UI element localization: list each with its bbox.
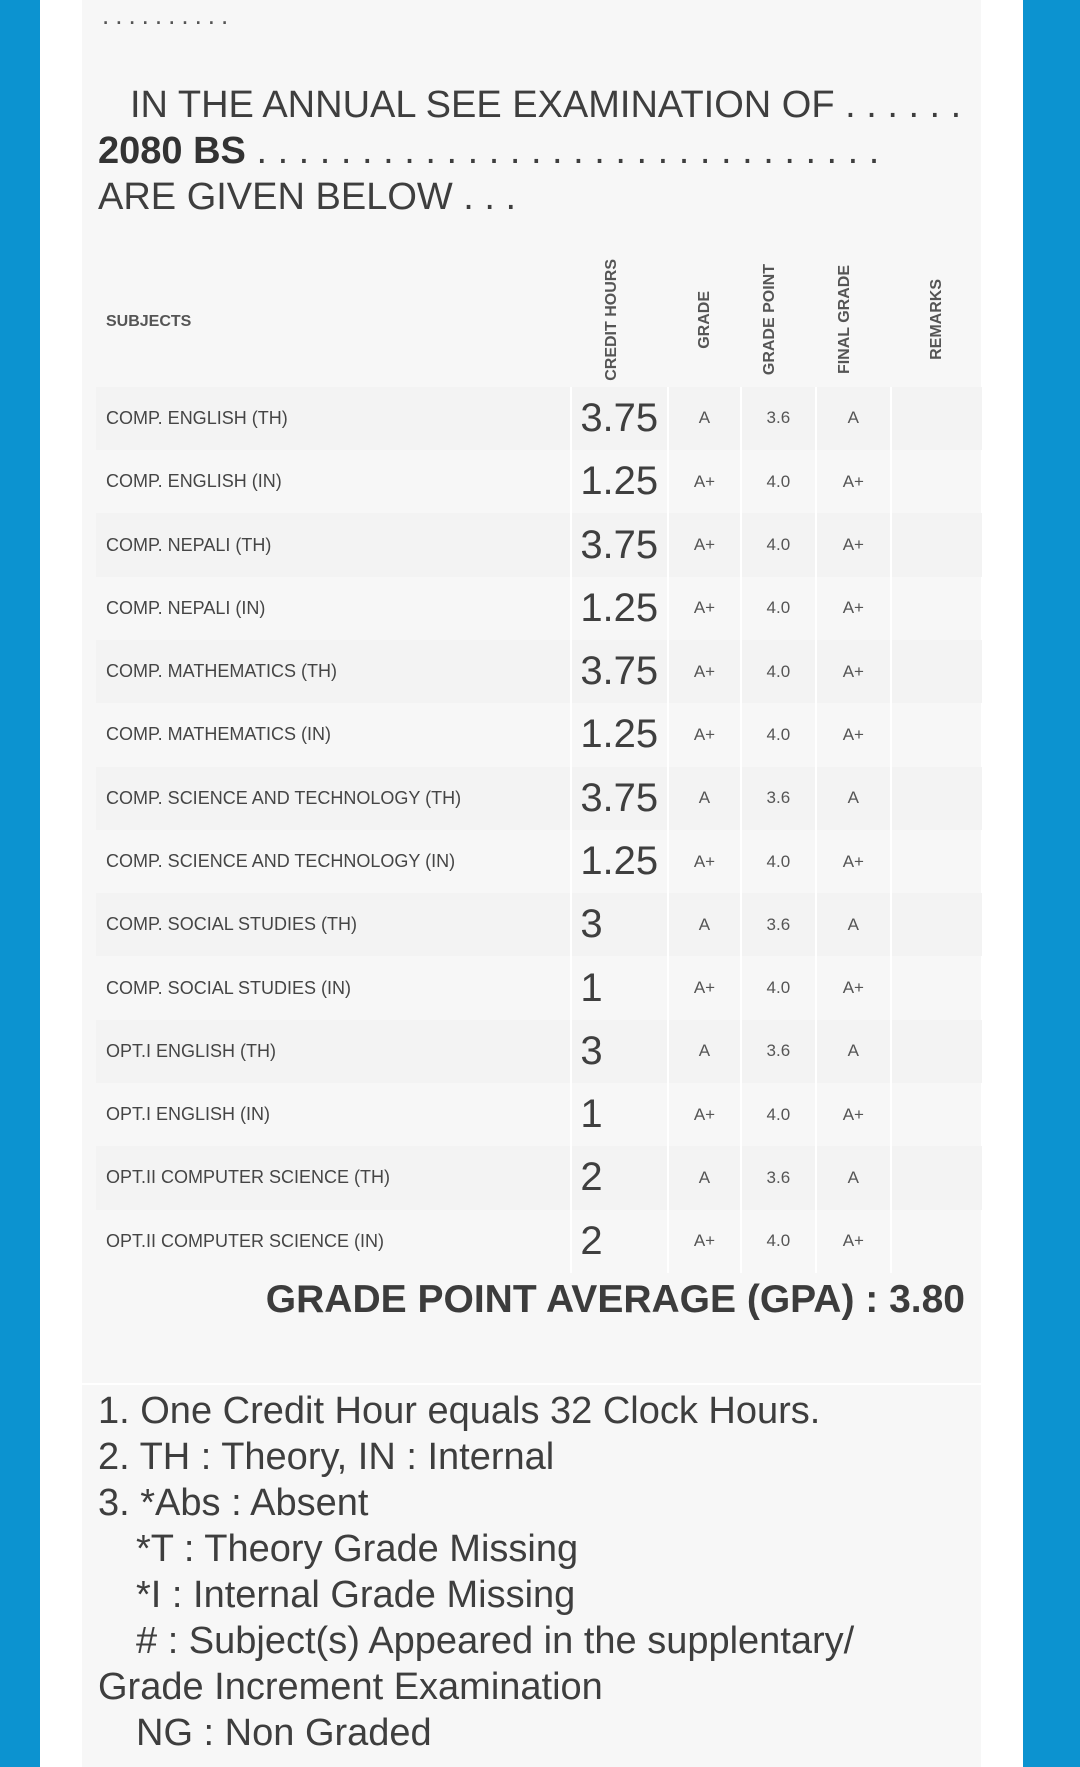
grade-cell: A+	[668, 640, 741, 703]
subject-cell: OPT.I ENGLISH (IN)	[106, 1104, 271, 1125]
col-grade	[668, 258, 741, 387]
remarks-cell	[891, 577, 982, 640]
credit-hours-cell: 1.25	[571, 577, 668, 640]
note-3: 3. *Abs : Absent	[98, 1482, 369, 1524]
table-row	[96, 1146, 982, 1209]
grade-cell: A+	[668, 513, 741, 576]
grade-point-cell: 3.6	[741, 387, 816, 450]
final-grade-cell: A+	[816, 640, 891, 703]
col-grade-point-label: GRADE POINT	[761, 264, 779, 376]
exam-year: 2080 BS	[98, 130, 246, 172]
remarks-cell	[891, 767, 982, 830]
grade-point-cell: 4.0	[741, 830, 816, 893]
col-credit-hours-label: CREDIT HOURS	[602, 259, 620, 381]
table-row	[96, 767, 982, 830]
remarks-cell	[891, 1020, 982, 1083]
subject-cell: COMP. SCIENCE AND TECHNOLOGY (IN)	[106, 851, 456, 871]
table-row	[96, 1083, 982, 1146]
table-row	[96, 450, 982, 513]
final-grade-cell: A+	[816, 1083, 891, 1146]
table-row	[96, 830, 982, 893]
grade-point-cell: 3.6	[741, 767, 816, 830]
col-final-grade	[816, 258, 891, 387]
table-row	[96, 1020, 982, 1083]
final-grade-cell: A+	[816, 1210, 891, 1273]
note-3-hash-cont: Grade Increment Examination	[98, 1666, 603, 1708]
table-row	[96, 893, 982, 956]
note-1: 1. One Credit Hour equals 32 Clock Hours.	[98, 1390, 821, 1432]
grade-point-cell: 4.0	[741, 450, 816, 513]
remarks-cell	[891, 956, 982, 1019]
grade-point-cell: 3.6	[741, 1146, 816, 1209]
col-final-grade-label: FINAL GRADE	[836, 265, 854, 375]
table-row	[96, 640, 982, 703]
result-intro	[98, 82, 978, 220]
grade-cell: A+	[668, 577, 741, 640]
col-grade-label: GRADE	[695, 291, 713, 349]
grade-cell: A+	[668, 830, 741, 893]
note-3-hash: # : Subject(s) Appeared in the supplentary/	[136, 1620, 855, 1662]
grade-cell: A+	[668, 1083, 741, 1146]
subject-cell: COMP. NEPALI (TH)	[106, 534, 272, 555]
note-3-t: *T : Theory Grade Missing	[136, 1528, 579, 1570]
grade-table-header	[96, 258, 982, 387]
grade-table	[96, 258, 982, 1273]
grade-cell: A+	[668, 1210, 741, 1273]
final-grade-cell: A	[816, 893, 891, 956]
grade-table-body	[96, 387, 982, 1273]
final-grade-cell: A	[816, 387, 891, 450]
final-grade-cell: A+	[816, 830, 891, 893]
grade-point-cell: 4.0	[741, 640, 816, 703]
credit-hours-cell: 3.75	[571, 387, 668, 450]
grade-cell: A	[668, 387, 741, 450]
intro-line-2-dots: . . . . . . . . . . . . . . . . . . . . . . . . . . . . . .	[245, 130, 880, 172]
grade-point-cell: 4.0	[741, 1083, 816, 1146]
grade-cell: A+	[668, 956, 741, 1019]
note-3-ng: NG : Non Graded	[136, 1712, 432, 1754]
note-2: 2. TH : Theory, IN : Internal	[98, 1436, 555, 1478]
final-grade-cell: A+	[816, 450, 891, 513]
col-grade-point	[741, 258, 816, 387]
grade-point-cell: 3.6	[741, 893, 816, 956]
remarks-cell	[891, 830, 982, 893]
subject-cell: COMP. ENGLISH (IN)	[106, 471, 282, 492]
credit-hours-cell: 1	[571, 1083, 668, 1146]
remarks-cell	[891, 1210, 982, 1273]
final-grade-cell: A	[816, 1020, 891, 1083]
subject-cell: OPT.I ENGLISH (TH)	[106, 1040, 277, 1061]
credit-hours-cell: 3	[571, 893, 668, 956]
subject-cell: OPT.II COMPUTER SCIENCE (IN)	[106, 1230, 385, 1251]
remarks-cell	[891, 1146, 982, 1209]
credit-hours-cell: 2	[571, 1146, 668, 1209]
grade-cell: A	[668, 893, 741, 956]
final-grade-cell: A+	[816, 956, 891, 1019]
grade-cell: A	[668, 767, 741, 830]
remarks-cell	[891, 513, 982, 576]
grade-point-cell: 4.0	[741, 513, 816, 576]
col-remarks-label: REMARKS	[927, 279, 945, 361]
grade-cell: A+	[668, 703, 741, 766]
notes	[98, 1388, 978, 1756]
subject-cell: COMP. MATHEMATICS (TH)	[106, 661, 337, 682]
credit-hours-cell: 1.25	[571, 703, 668, 766]
subject-cell: COMP. SCIENCE AND TECHNOLOGY (TH)	[106, 787, 462, 808]
subject-cell: COMP. MATHEMATICS (IN)	[106, 724, 331, 745]
table-row	[96, 703, 982, 766]
grade-point-cell: 4.0	[741, 577, 816, 640]
subject-cell: COMP. ENGLISH (TH)	[106, 407, 288, 428]
intro-line-1: IN THE ANNUAL SEE EXAMINATION OF . . . . . .	[130, 84, 962, 126]
remarks-cell	[891, 1083, 982, 1146]
remarks-cell	[891, 640, 982, 703]
subject-cell: COMP. NEPALI (IN)	[106, 597, 266, 618]
table-row	[96, 1210, 982, 1273]
grade-point-cell: 4.0	[741, 1210, 816, 1273]
credit-hours-cell: 1.25	[571, 450, 668, 513]
subject-cell: COMP. SOCIAL STUDIES (TH)	[106, 914, 358, 935]
remarks-cell	[891, 703, 982, 766]
credit-hours-cell: 1.25	[571, 830, 668, 893]
divider	[82, 1383, 981, 1385]
grade-point-cell: 4.0	[741, 703, 816, 766]
grade-cell: A	[668, 1020, 741, 1083]
credit-hours-cell: 3.75	[571, 513, 668, 576]
grade-cell: A	[668, 1146, 741, 1209]
col-remarks	[891, 258, 982, 387]
subject-cell: COMP. SOCIAL STUDIES (IN)	[106, 977, 352, 998]
remarks-cell	[891, 450, 982, 513]
table-row	[96, 387, 982, 450]
result-card	[82, 0, 981, 1767]
final-grade-cell: A+	[816, 703, 891, 766]
intro-line-2	[98, 128, 978, 174]
credit-hours-cell: 3.75	[571, 640, 668, 703]
final-grade-cell: A+	[816, 513, 891, 576]
credit-hours-cell: 3	[571, 1020, 668, 1083]
credit-hours-cell: 3.75	[571, 767, 668, 830]
remarks-cell	[891, 387, 982, 450]
note-3-i: *I : Internal Grade Missing	[136, 1574, 576, 1616]
col-credit-hours	[571, 258, 668, 387]
grade-cell: A+	[668, 450, 741, 513]
remarks-cell	[891, 893, 982, 956]
final-grade-cell: A	[816, 1146, 891, 1209]
credit-hours-cell: 1	[571, 956, 668, 1019]
credit-hours-cell: 2	[571, 1210, 668, 1273]
final-grade-cell: A+	[816, 577, 891, 640]
top-dots: ..........	[102, 0, 235, 30]
grade-point-cell: 4.0	[741, 956, 816, 1019]
table-row	[96, 956, 982, 1019]
grade-point-cell: 3.6	[741, 1020, 816, 1083]
final-grade-cell: A	[816, 767, 891, 830]
col-subjects: SUBJECTS	[106, 313, 192, 331]
subject-cell: OPT.II COMPUTER SCIENCE (TH)	[106, 1167, 391, 1188]
intro-line-3: ARE GIVEN BELOW . . .	[98, 176, 517, 218]
table-row	[96, 577, 982, 640]
table-row	[96, 513, 982, 576]
gpa-summary: GRADE POINT AVERAGE (GPA) : 3.80	[265, 1278, 965, 1321]
